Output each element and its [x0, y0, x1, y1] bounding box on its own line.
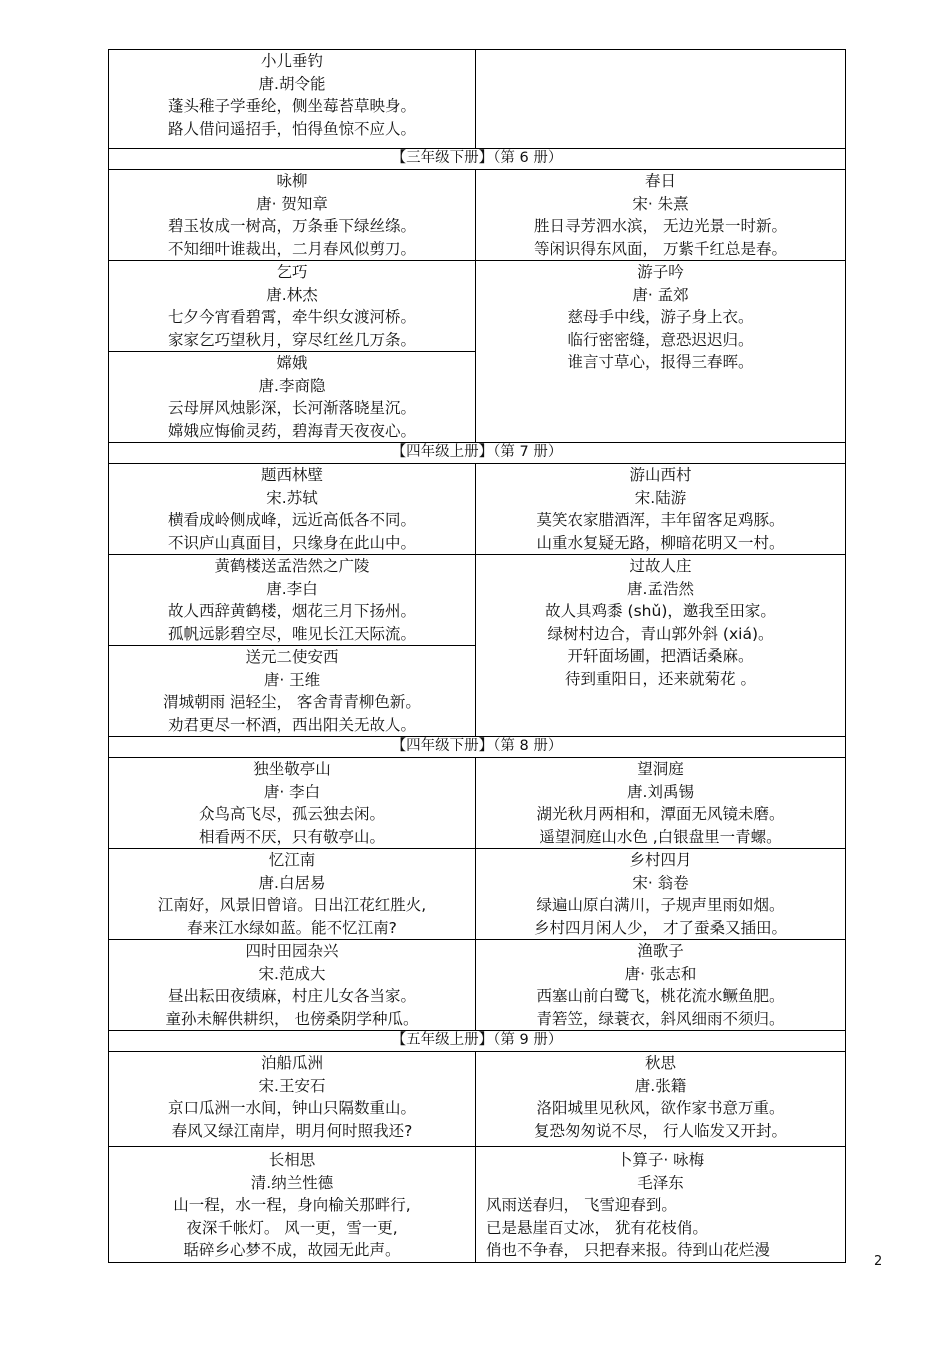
poem-author: 宋· 朱熹 [632, 194, 689, 213]
poem-title: 秋思 [644, 1054, 676, 1072]
poem-title: 游子吟 [637, 263, 684, 281]
poem-line: 童孙未解供耕织， 也傍桑阴学种瓜。 [165, 1009, 419, 1028]
poem-author: 唐.张籍 [634, 1076, 687, 1095]
poem-title: 题西林壁 [260, 466, 323, 484]
empty-cell [476, 50, 846, 149]
poem-author: 宋.王安石 [258, 1076, 326, 1095]
poem-cell [109, 758, 476, 849]
poem-title: 渔歌子 [637, 942, 684, 960]
poem-line: 相看两不厌，只有敬亭山。 [198, 827, 385, 846]
poem-author: 唐· 李白 [263, 782, 321, 801]
poem-line: 风雨送春归， 飞雪迎春到。 [486, 1196, 677, 1214]
table-row [109, 50, 846, 149]
poem-title: 送元二使安西 [245, 648, 339, 666]
poem-line: 故人具鸡黍 (shǔ)，邀我至田家。 [545, 602, 776, 620]
poem-cell [109, 940, 476, 1031]
poem-cell [476, 940, 846, 1031]
poem-line: 碧玉妆成一树高，万条垂下绿丝绦。 [167, 217, 416, 235]
poem-line: 春来江水绿如蓝。能不忆江南? [187, 918, 397, 937]
poem-line: 昼出耘田夜绩麻，村庄儿女各当家。 [167, 987, 416, 1005]
poem-line: 京口瓜洲一水间，钟山只隔数重山。 [167, 1099, 416, 1117]
poem-cell [109, 849, 476, 940]
table-row [109, 261, 846, 352]
table-row [109, 1052, 846, 1147]
poem-cell [109, 352, 476, 443]
poem-title: 望洞庭 [637, 760, 684, 778]
poem-line: 家家乞巧望秋月，穿尽红丝几万条。 [167, 330, 416, 349]
poem-cell [109, 261, 476, 352]
table-row [109, 464, 846, 555]
poem-title: 忆江南 [268, 851, 316, 869]
poem-line: 莫笑农家腊酒浑，丰年留客足鸡豚。 [536, 511, 785, 529]
poem-author: 清.纳兰性德 [250, 1173, 334, 1192]
poem-title: 小儿垂钓 [260, 52, 323, 70]
poem-line: 绿遍山原白满川，子规声里雨如烟。 [536, 896, 785, 914]
poem-line: 乡村四月闲人少， 才了蚕桑又插田。 [534, 918, 787, 937]
poem-line: 等闲识得东风面， 万紫千红总是春。 [534, 239, 787, 258]
poem-author: 宋.陆游 [634, 488, 687, 507]
poem-author: 唐.胡令能 [258, 74, 326, 93]
poem-title: 嫦娥 [276, 354, 308, 372]
poem-title: 游山西村 [629, 466, 692, 484]
section-row [109, 1031, 846, 1052]
poem-cell [476, 1052, 846, 1147]
poem-line: 胜日寻芳泗水滨， 无边光景一时新。 [534, 217, 787, 235]
poem-line: 慈母手中线，游子身上衣。 [567, 308, 754, 326]
poem-cell [109, 1052, 476, 1147]
poem-line: 不识庐山真面目，只缘身在此山中。 [167, 533, 416, 552]
poem-title: 四时田园杂兴 [245, 942, 339, 960]
poem-line: 蓬头稚子学垂纶，侧坐莓苔草映身。 [167, 97, 416, 115]
poem-line: 复恐匆匆说不尽， 行人临发又开封。 [534, 1121, 787, 1140]
poem-title: 乡村四月 [629, 851, 692, 869]
poem-author: 唐· 张志和 [624, 964, 697, 983]
poem-line: 山一程，水一程，身向榆关那畔行, [173, 1196, 411, 1214]
poem-author: 毛泽东 [637, 1173, 684, 1192]
poem-author: 唐.林杰 [266, 285, 318, 304]
poem-title: 黄鹤楼送孟浩然之广陵 [214, 557, 370, 575]
poem-line: 七夕今宵看碧霄，牵牛织女渡河桥。 [167, 308, 416, 326]
poem-line: 江南好，风景旧曾谙。日出江花红胜火, [157, 896, 427, 914]
poem-cell [476, 464, 846, 555]
poem-line: 嫦娥应悔偷灵药，碧海青天夜夜心。 [167, 421, 416, 440]
poem-line: 俏也不争春， 只把春来报。待到山花烂漫 [486, 1241, 770, 1259]
poem-line: 春风又绿江南岸，明月何时照我还? [171, 1121, 413, 1140]
poem-line: 已是悬崖百丈冰， 犹有花枝俏。 [486, 1218, 708, 1237]
poem-line: 青箬笠，绿蓑衣，斜风细雨不须归。 [536, 1009, 785, 1028]
poem-cell [476, 261, 846, 443]
poem-line: 不知细叶谁裁出，二月春风似剪刀。 [167, 239, 416, 258]
table-row [109, 758, 846, 849]
poem-author: 唐· 贺知章 [256, 194, 328, 213]
poem-line: 横看成岭侧成峰，远近高低各不同。 [167, 511, 416, 529]
poem-line: 湖光秋月两相和，潭面无风镜未磨。 [536, 805, 785, 823]
poem-author: 唐.李白 [266, 579, 318, 598]
table-row [109, 849, 846, 940]
poem-author: 唐· 孟郊 [632, 285, 689, 304]
poem-author: 唐.白居易 [258, 873, 326, 892]
poem-line: 众鸟高飞尽，孤云独去闲。 [198, 805, 385, 823]
poem-line: 聒碎乡心梦不成，故园无此声。 [183, 1241, 401, 1259]
section-header: 【四年级上册】（第 7 册） [109, 443, 846, 464]
poem-line: 路人借问遥招手，怕得鱼惊不应人。 [167, 119, 416, 138]
poem-title: 咏柳 [276, 172, 308, 190]
poem-author: 宋· 翁卷 [632, 873, 689, 892]
poem-cell [476, 758, 846, 849]
poem-line: 谁言寸草心，报得三春晖。 [567, 353, 754, 371]
poem-line: 夜深千帐灯。 风一更，雪一更, [186, 1218, 398, 1237]
poem-title: 泊船瓜洲 [260, 1054, 323, 1072]
poem-title: 独坐敬亭山 [253, 760, 331, 778]
poem-title: 春日 [644, 172, 676, 190]
poem-cell [109, 1147, 476, 1263]
poem-cell [109, 646, 476, 737]
poem-table [108, 49, 846, 1263]
table-row [109, 555, 846, 646]
section-row [109, 443, 846, 464]
poem-line: 绿树村边合，青山郭外斜 (xiá)。 [547, 624, 774, 643]
poem-cell [109, 464, 476, 555]
table-row [109, 940, 846, 1031]
poem-author: 唐.刘禹锡 [627, 782, 694, 801]
poem-line: 渭城朝雨 浥轻尘， 客舍青青柳色新。 [163, 693, 421, 711]
poem-author: 宋.范成大 [258, 964, 326, 983]
poem-line: 开轩面场圃，把酒话桑麻。 [567, 647, 754, 665]
poem-cell [476, 170, 846, 261]
poem-cell [476, 849, 846, 940]
table-row [109, 170, 846, 261]
poem-line: 孤帆远影碧空尽，唯见长江天际流。 [167, 624, 416, 643]
poem-author: 唐.孟浩然 [627, 579, 694, 598]
poem-author: 宋.苏轼 [266, 488, 318, 507]
poem-line: 劝君更尽一杯酒，西出阳关无故人。 [167, 715, 416, 734]
poem-line: 故人西辞黄鹤楼，烟花三月下扬州。 [167, 602, 416, 620]
poem-line: 云母屏风烛影深，长河渐落晓星沉。 [167, 399, 416, 417]
poem-title: 卜算子· 咏梅 [616, 1151, 705, 1169]
poem-cell [109, 50, 476, 149]
section-header: 【三年级下册】（第 6 册） [109, 149, 846, 170]
poem-author: 唐· 王维 [263, 670, 321, 689]
poem-author: 唐.李商隐 [258, 376, 326, 395]
poem-title: 乞巧 [276, 263, 308, 281]
table-row [109, 1147, 846, 1263]
poem-cell [109, 170, 476, 261]
poem-title: 过故人庄 [629, 557, 692, 575]
section-row [109, 149, 846, 170]
poem-line: 遥望洞庭山水色 ,白银盘里一青螺。 [539, 827, 782, 846]
section-header: 【四年级下册】（第 8 册） [109, 737, 846, 758]
poem-cell [476, 1147, 846, 1263]
poem-line: 山重水复疑无路，柳暗花明又一村。 [536, 533, 785, 552]
poem-title: 长相思 [268, 1151, 316, 1169]
section-header: 【五年级上册】（第 9 册） [109, 1031, 846, 1052]
section-row [109, 737, 846, 758]
poem-line: 临行密密缝，意恐迟迟归。 [567, 330, 754, 349]
poem-line: 待到重阳日，还来就菊花 。 [565, 669, 756, 688]
poem-line: 洛阳城里见秋风，欲作家书意万重。 [536, 1099, 785, 1117]
poem-cell [476, 555, 846, 737]
poem-line: 西塞山前白鹭飞，桃花流水鳜鱼肥。 [536, 987, 785, 1005]
page-number: 2 [874, 1254, 883, 1269]
poem-cell [109, 555, 476, 646]
